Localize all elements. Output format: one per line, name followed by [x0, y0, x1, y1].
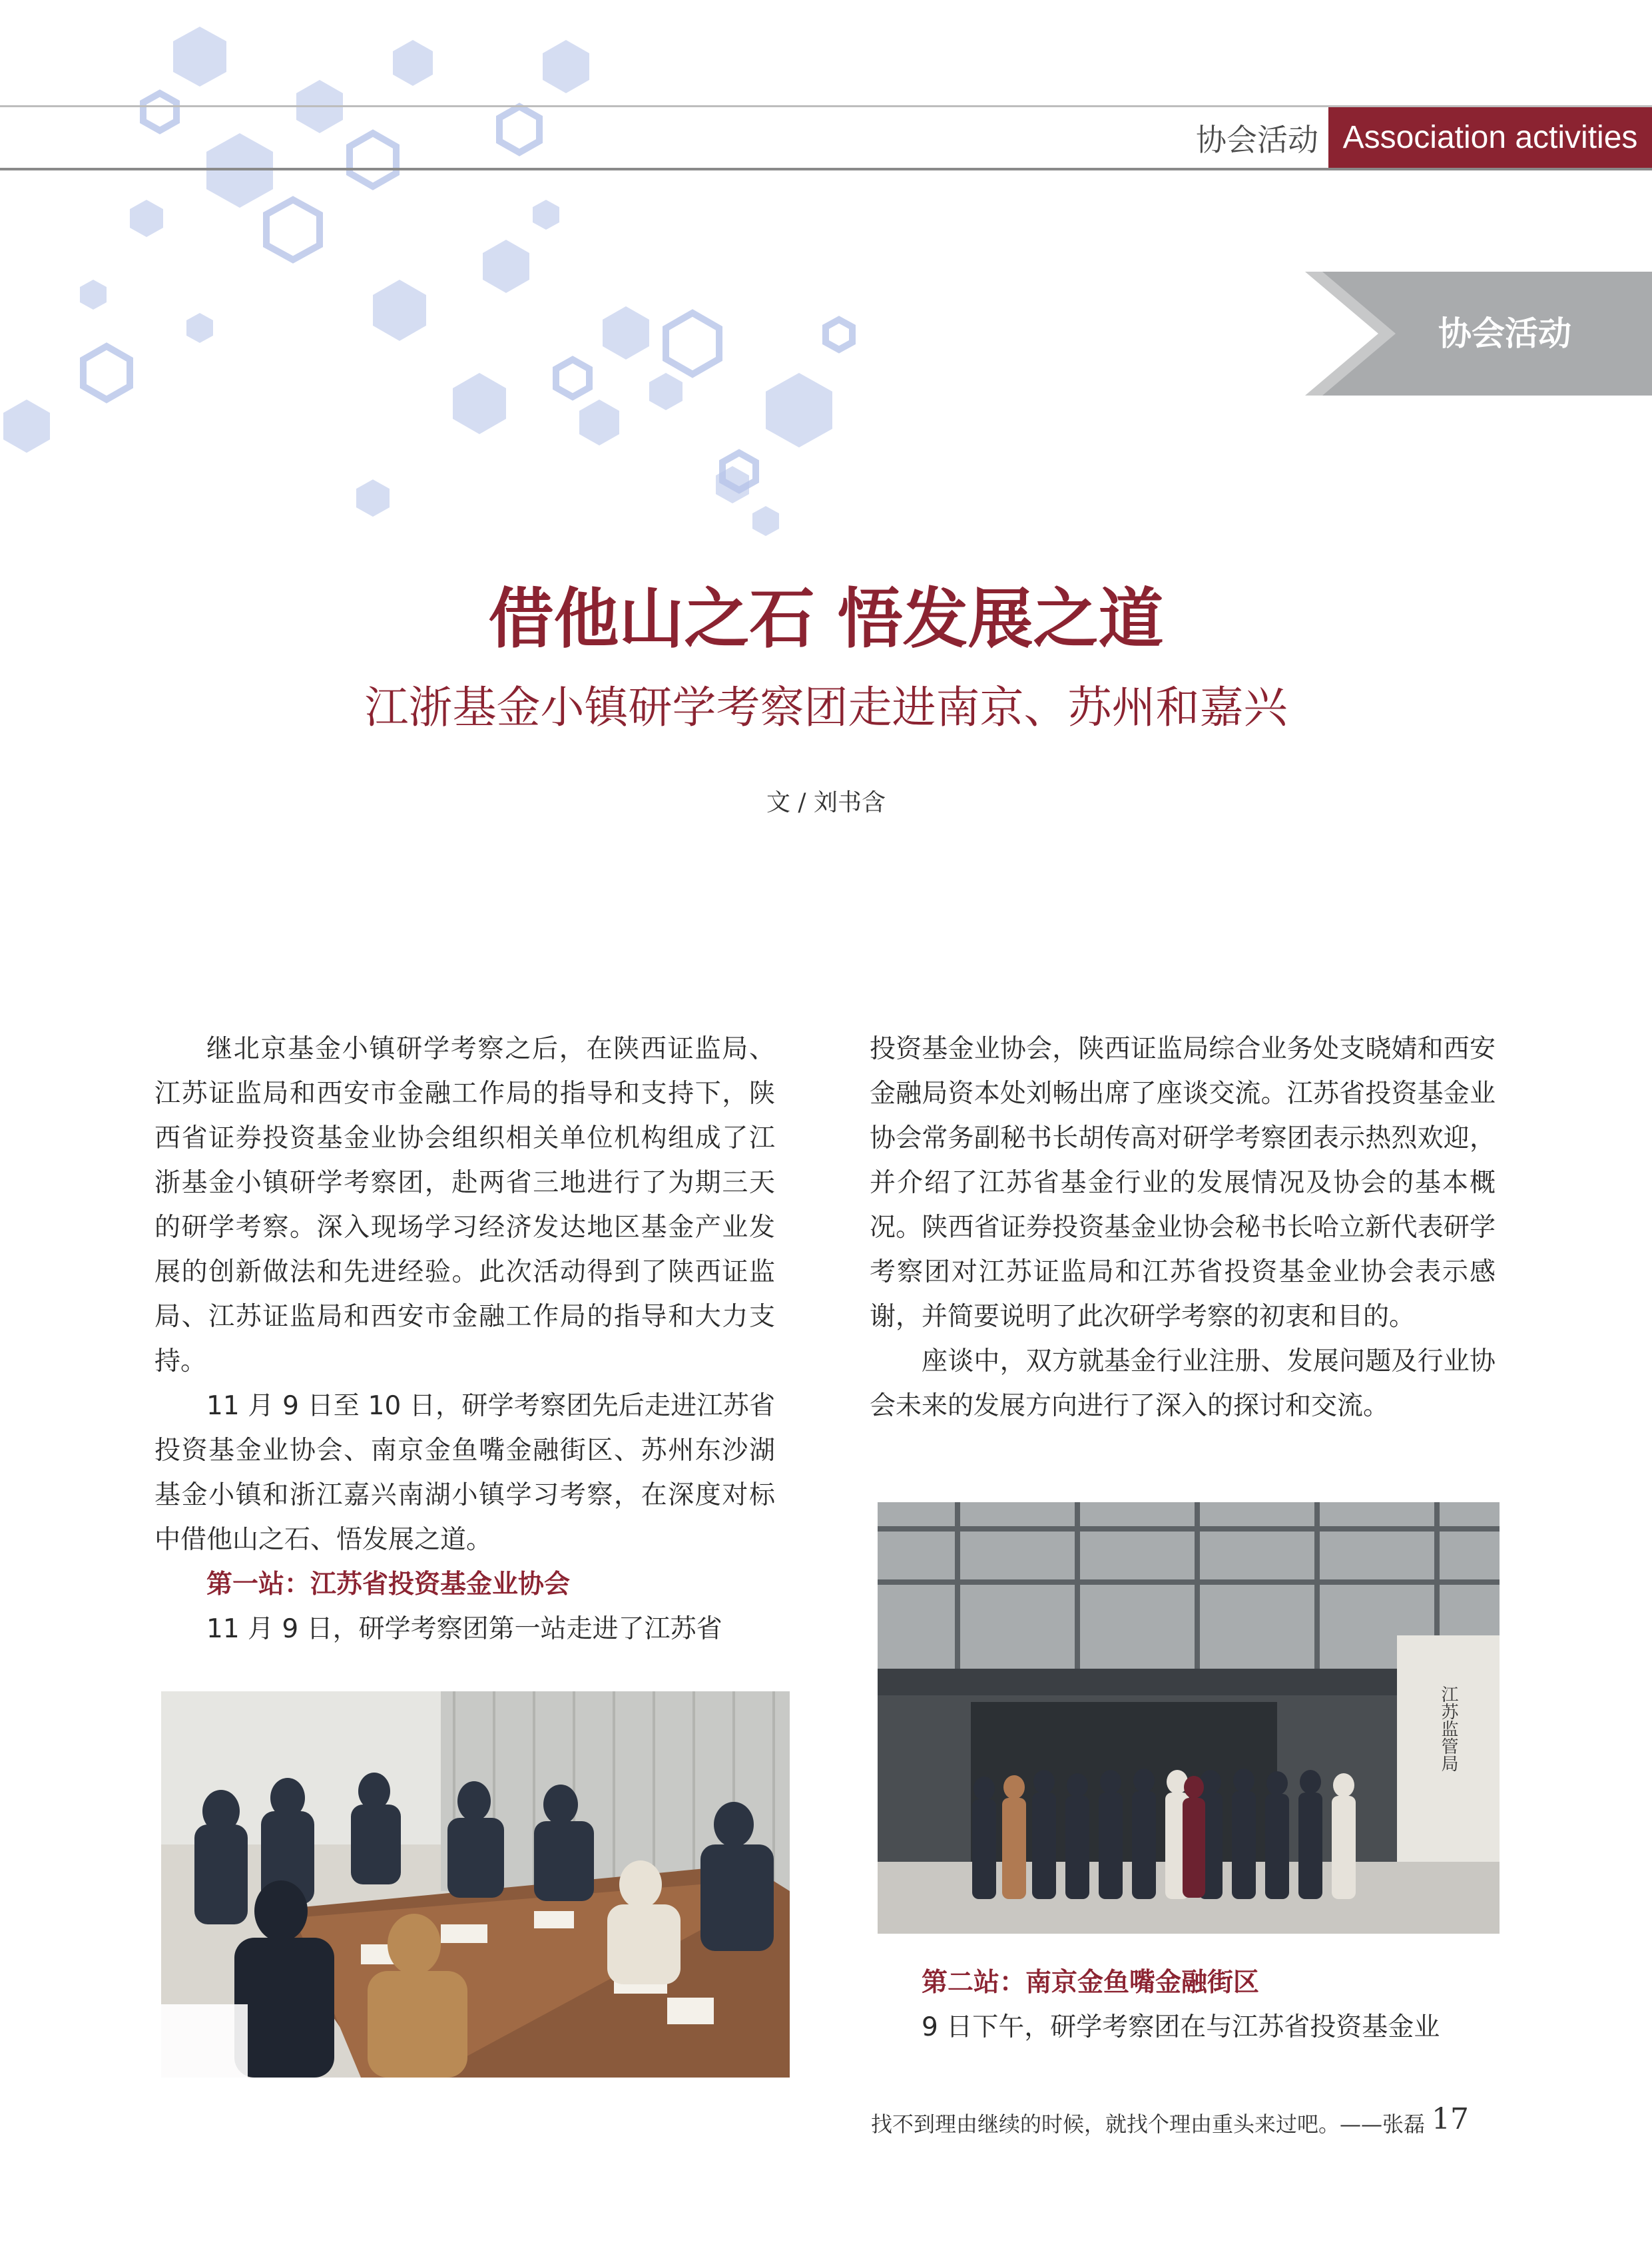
- group-photo: [878, 1502, 1500, 1934]
- header-rule-bottom: [0, 168, 1652, 170]
- header-section-en-badge: Association activities: [1328, 107, 1652, 168]
- paragraph: 投资基金业协会，陕西证监局综合业务处支晓婧和西安金融局资本处刘畅出席了座谈交流。江苏省投资基金业协会常务副秘书长胡传高对研学考察团表示热烈欢迎，并介绍了江苏省基金行业的发展情况及协会的基本概况。陕西省证券投资基金业协会秘书长哈立新代表研学考察团对江苏证监局和江苏省投资基金业协会表示感谢，并简要说明了此次研学考察的初衷和目的。: [870, 1034, 1496, 1332]
- header-section-cn: 协会活动: [1196, 122, 1318, 158]
- article-title: 借他山之石 悟发展之道: [488, 581, 1164, 657]
- paragraph: 11 月 9 日至 10 日，研学考察团先后走进江苏省投资基金业协会、南京金鱼嘴金融街区、苏州东沙湖基金小镇和浙江嘉兴南湖小镇学习考察，在深度对标中借他山之石、悟发展之道。: [154, 1391, 775, 1555]
- paragraph: 9 日下午，研学考察团在与江苏省投资基金业: [922, 2012, 1440, 2042]
- article-subtitle: 江浙基金小镇研学考察团走进南京、苏州和嘉兴: [364, 682, 1288, 733]
- page-number: 17: [1432, 2102, 1469, 2136]
- section-tag-label: 协会活动: [1438, 314, 1571, 353]
- article-byline: 文 / 刘书含: [766, 789, 886, 816]
- building-sign-text: 江苏监管局: [1438, 1685, 1458, 1772]
- paragraph: 座谈中，双方就基金行业注册、发展问题及行业协会未来的发展方向进行了深入的探讨和交流。: [870, 1346, 1496, 1421]
- right-column: [870, 1027, 1496, 1428]
- hexagon-pattern-decoration: [0, 0, 965, 599]
- left-column: [154, 1027, 775, 1651]
- section-heading-2: 第二站：南京金鱼嘴金融街区: [922, 1968, 1260, 1998]
- paragraph: 继北京基金小镇研学考察之后，在陕西证监局、江苏证监局和西安市金融工作局的指导和支持下，陕西省证券投资基金业协会组织相关单位机构组成了江浙基金小镇研学考察团，赴两省三地进行了为期三天的研学考察。深入现场学习经济发达地区基金产业发展的创新做法和先进经验。此次活动得到了陕西证监局、江苏证监局和西安市金融工作局的指导和大力支持。: [154, 1034, 775, 1376]
- meeting-photo: [161, 1691, 790, 2078]
- section-heading-1: 第一站：江苏省投资基金业协会: [206, 1569, 571, 1599]
- paragraph: 11 月 9 日，研学考察团第一站走进了江苏省: [206, 1614, 722, 1644]
- footer-quote: 找不到理由继续的时候，就找个理由重头来过吧。——张磊: [870, 2111, 1425, 2137]
